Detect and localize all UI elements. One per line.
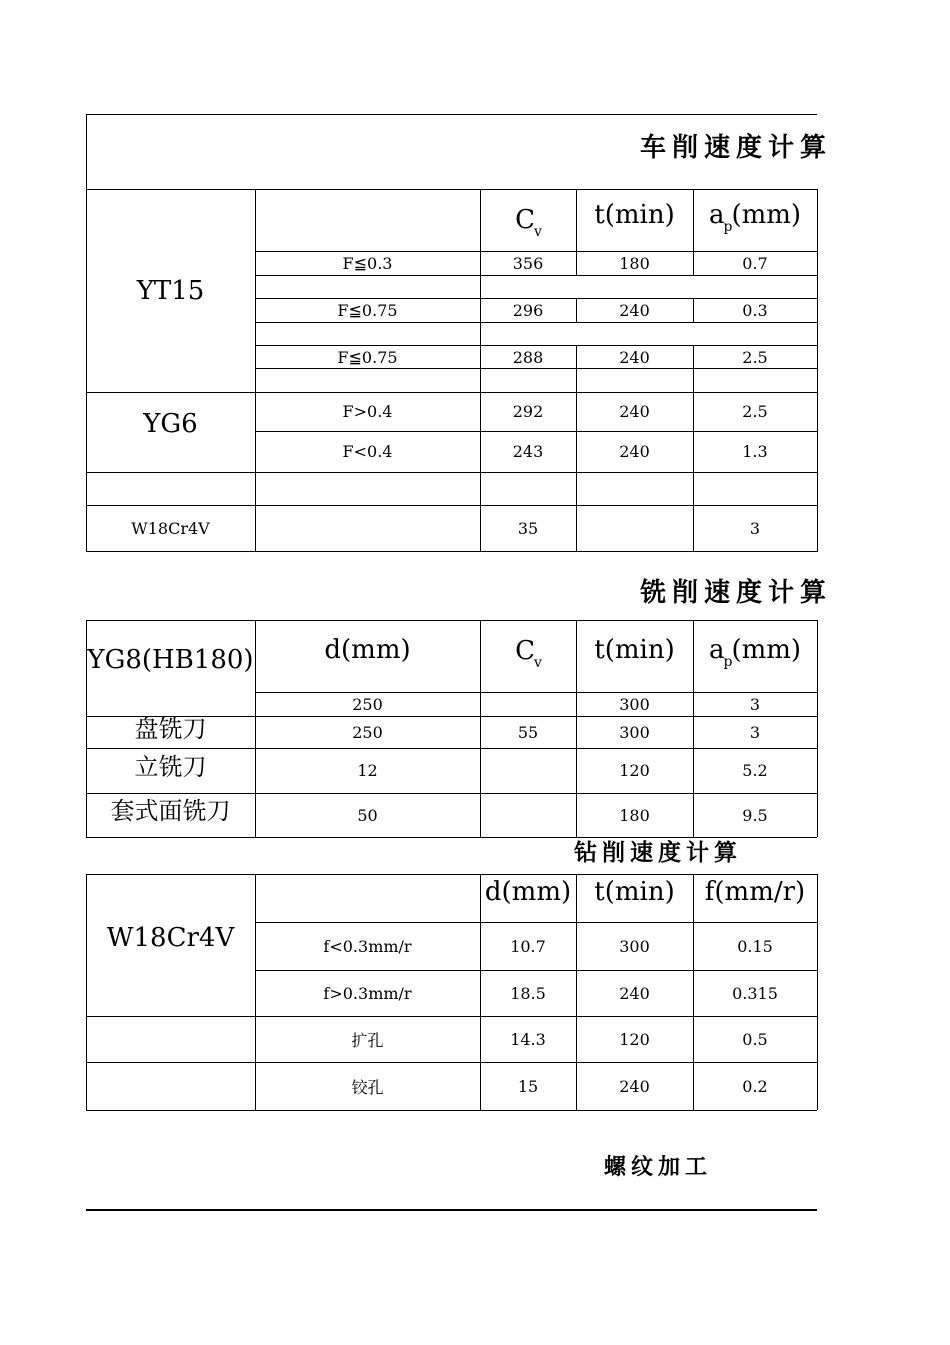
drilling-f: 0.2 — [742, 1076, 768, 1096]
drilling-op: f<0.3mm/r — [323, 936, 412, 956]
turning-material: YG6 — [143, 409, 198, 439]
drilling-t: 300 — [619, 936, 650, 956]
milling-d: 250 — [352, 722, 383, 742]
turning-cv: 35 — [517, 518, 539, 538]
drilling-d: 14.3 — [510, 1029, 546, 1049]
turning-t: 240 — [619, 300, 650, 320]
milling-tool: 盘铣刀 — [134, 714, 207, 743]
drilling-t: 120 — [619, 1029, 650, 1049]
milling-d: 12 — [357, 761, 378, 780]
milling-header-d: d(mm) — [324, 635, 411, 665]
turning-ap: 0.7 — [742, 253, 768, 273]
milling-ap: 5.2 — [742, 761, 768, 780]
turning-header-cv: C v — [515, 205, 542, 240]
milling-tool: 立铣刀 — [134, 752, 207, 781]
turning-feed: F≦0.3 — [342, 253, 393, 273]
milling-t: 300 — [619, 722, 650, 742]
turning-cv: 296 — [512, 300, 544, 320]
turning-header-ap: a p (mm) — [708, 200, 802, 235]
turning-ap: 2.5 — [742, 402, 768, 421]
turning-feed: F≦0.75 — [337, 300, 398, 320]
turning-feed: F≦0.75 — [337, 347, 398, 367]
turning-feed: F>0.4 — [342, 402, 393, 421]
drilling-header-f: f(mm/r) — [704, 877, 806, 907]
turning-ap: 3 — [749, 518, 761, 538]
drilling-title: 钻削速度计算 — [574, 839, 742, 866]
drilling-t: 240 — [619, 1076, 650, 1096]
turning-t: 240 — [619, 442, 650, 461]
milling-tool: 套式面铣刀 — [110, 796, 231, 825]
drilling-f: 0.315 — [732, 983, 778, 1003]
turning-cv: 292 — [512, 402, 544, 421]
turning-cv: 243 — [512, 442, 544, 461]
drilling-op: 铰孔 — [351, 1077, 384, 1097]
drilling-d: 10.7 — [510, 936, 546, 956]
milling-header-ap: a p (mm) — [708, 635, 802, 670]
milling-d: 250 — [352, 694, 383, 714]
turning-t: 240 — [619, 402, 650, 421]
milling-header-cv: C v — [515, 636, 542, 671]
turning-material: YT15 — [136, 275, 205, 306]
drilling-d: 18.5 — [510, 983, 546, 1003]
turning-cv: 288 — [512, 347, 544, 367]
drilling-header-d: d(mm) — [484, 877, 572, 907]
milling-d: 50 — [357, 805, 378, 825]
milling-material: YG8(HB180) — [87, 645, 254, 675]
milling-ap: 3 — [749, 722, 761, 742]
turning-ap: 0.3 — [742, 300, 768, 320]
drilling-t: 240 — [619, 983, 650, 1003]
turning-t: 180 — [619, 253, 650, 273]
milling-t: 180 — [619, 805, 650, 825]
turning-ap: 2.5 — [742, 347, 768, 367]
threading-title: 螺纹加工 — [604, 1154, 713, 1180]
milling-cv: 55 — [517, 722, 539, 742]
turning-cv: 356 — [512, 253, 544, 273]
milling-ap: 3 — [749, 694, 761, 714]
milling-t: 120 — [619, 761, 650, 780]
turning-t: 240 — [619, 347, 650, 367]
drilling-op: f>0.3mm/r — [323, 983, 412, 1003]
drilling-f: 0.15 — [737, 936, 773, 956]
drilling-f: 0.5 — [742, 1029, 768, 1049]
turning-ap: 1.3 — [742, 442, 768, 461]
turning-header-t: t(min) — [594, 200, 675, 230]
drilling-header-t: t(min) — [594, 877, 675, 907]
turning-feed: F<0.4 — [342, 442, 393, 461]
drilling-op: 扩孔 — [351, 1030, 384, 1050]
milling-title: 铣削速度计算 — [640, 578, 833, 608]
turning-title: 车削速度计算 — [640, 133, 833, 163]
milling-ap: 9.5 — [742, 805, 768, 825]
drilling-material: W18Cr4V — [106, 923, 235, 953]
turning-material: W18Cr4V — [131, 518, 210, 538]
drilling-d: 15 — [517, 1076, 539, 1096]
milling-header-t: t(min) — [594, 635, 675, 665]
milling-t: 300 — [619, 694, 650, 714]
